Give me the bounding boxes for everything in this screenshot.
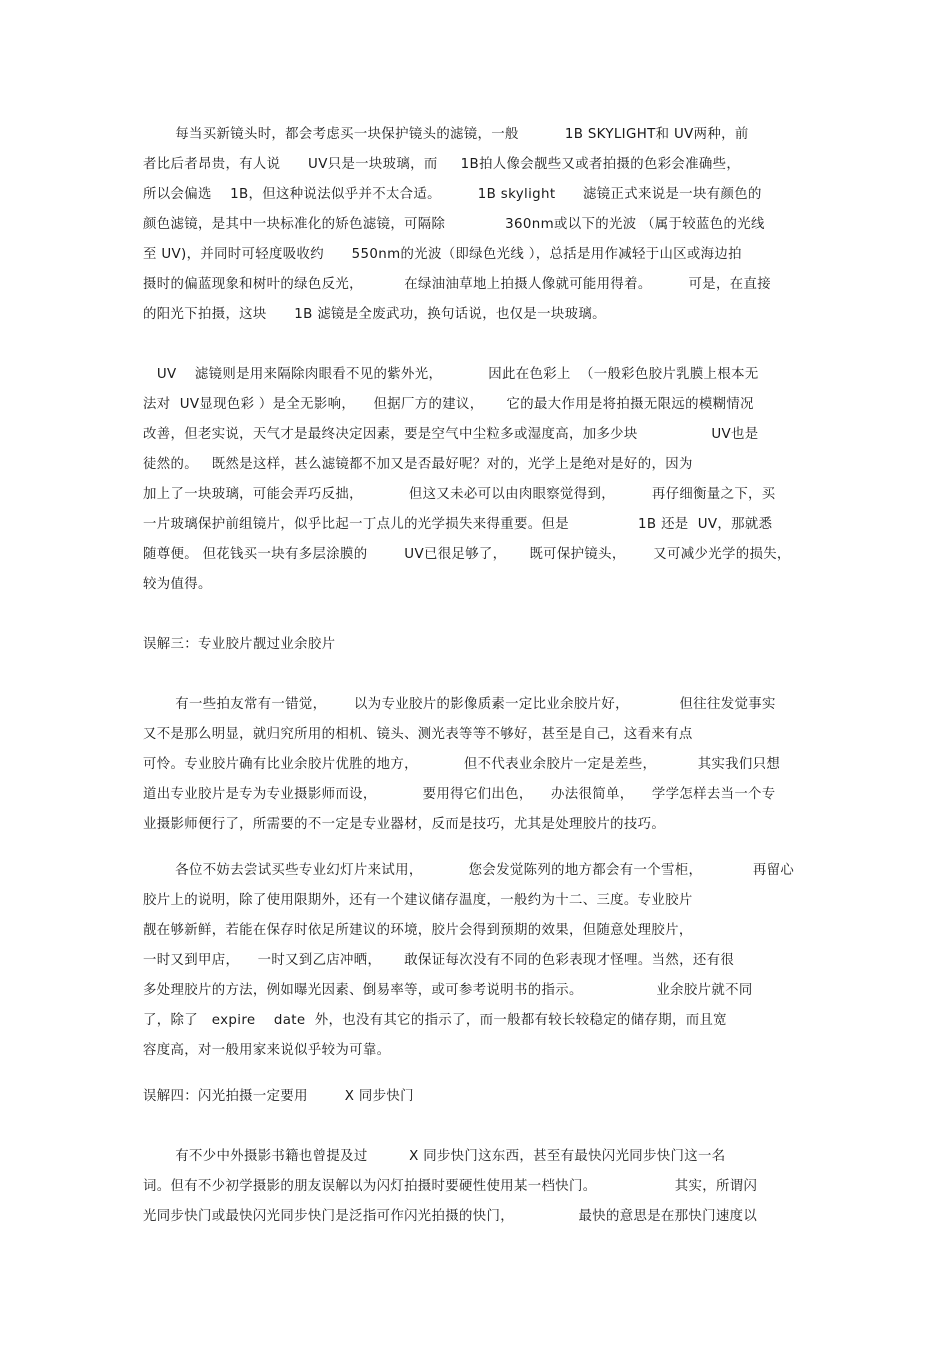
paragraph-line: 所以会偏选 1B，但这种说法似乎并不太合适。 1B skylight 滤镜正式来说是一块有颜色的	[143, 187, 762, 202]
paragraph-line: 改善，但老实说，天气才是最终决定因素，要是空气中尘粒多或湿度高，加多少块 UV也是	[143, 427, 759, 442]
section-heading: 误解三：专业胶片靓过业余胶片	[143, 637, 336, 652]
paragraph-line: 徒然的。 既然是这样，甚么滤镜都不加又是否最好呢？对的，光学上是绝对是好的，因为	[143, 457, 693, 472]
paragraph-line: 词。但有不少初学摄影的朋友误解以为闪灯拍摄时要硬性使用某一档快门。 其实，所谓闪	[143, 1179, 758, 1194]
paragraph-line: 加上了一块玻璃，可能会弄巧反拙， 但这又未必可以由肉眼察觉得到， 再仔细衡量之下，买	[143, 487, 776, 502]
paragraph-line: 较为值得。	[143, 577, 212, 592]
paragraph-line: 容度高，对一般用家来说似乎较为可靠。	[143, 1043, 391, 1058]
paragraph-line: 一片玻璃保护前组镜片，似乎比起一丁点儿的光学损失来得重要。但是 1B 还是 UV，那就悉	[143, 517, 773, 532]
paragraph-line: 又不是那么明显，就归究所用的相机、镜头、测光表等等不够好，甚至是自己，这看来有点	[143, 727, 693, 742]
paragraph-line: 随尊便。 但花钱买一块有多层涂膜的 UV已很足够了， 既可保护镜头， 又可减少光学的损失，	[143, 547, 791, 562]
paragraph-line: 光同步快门或最快闪光同步快门是泛指可作闪光拍摄的快门， 最快的意思是在那快门速度以	[143, 1209, 758, 1224]
paragraph-line: 了，除了 expire date 外，也没有其它的指示了，而一般都有较长较稳定的储存期，而且宽	[143, 1013, 727, 1028]
paragraph-line: 道出专业胶片是专为专业摄影师而设， 要用得它们出色， 办法很简单， 学学怎样去当一个专	[143, 787, 776, 802]
paragraph-line: UV 滤镜则是用来隔除肉眼看不见的紫外光， 因此在色彩上 （一般彩色胶片乳膜上根本无	[143, 367, 759, 382]
paragraph-line: 者比后者昂贵，有人说 UV只是一块玻璃，而 1B拍人像会靓些又或者拍摄的色彩会准确些，	[143, 157, 741, 172]
paragraph-line: 颜色滤镜，是其中一块标准化的矫色滤镜，可隔除 360nm或以下的光波 （属于较蓝色的光线	[143, 217, 765, 232]
paragraph-line: 多处理胶片的方法，例如曝光因素、倒易率等，或可参考说明书的指示。 业余胶片就不同	[143, 983, 753, 998]
paragraph-line: 有不少中外摄影书籍也曾提及过 X 同步快门这东西，甚至有最快闪光同步快门这一名	[143, 1149, 726, 1164]
paragraph-line: 靓在够新鲜，若能在保存时依足所建议的环境，胶片会得到预期的效果，但随意处理胶片，	[143, 923, 693, 938]
section-heading: 误解四：闪光拍摄一定要用 X 同步快门	[143, 1089, 414, 1104]
paragraph-line: 摄时的偏蓝现象和树叶的绿色反光， 在绿油油草地上拍摄人像就可能用得着。 可是，在直接	[143, 277, 771, 292]
paragraph-line: 的阳光下拍摄，这块 1B 滤镜是全废武功，换句话说，也仅是一块玻璃。	[143, 307, 606, 322]
paragraph-line: 法对 UV显现色彩 ）是全无影响， 但据厂方的建议， 它的最大作用是将拍摄无限远的模糊情况	[143, 397, 754, 412]
paragraph-line: 胶片上的说明，除了使用限期外，还有一个建议储存温度，一般约为十二、三度。专业胶片	[143, 893, 693, 908]
paragraph-line: 每当买新镜头时，都会考虑买一块保护镜头的滤镜，一般 1B SKYLIGHT和 UV两种，前	[143, 127, 749, 142]
paragraph-line: 一时又到甲店， 一时又到乙店冲晒， 敢保证每次没有不同的色彩表现才怪哩。当然，还有很	[143, 953, 735, 968]
paragraph-line: 至 UV)，并同时可轻度吸收约 550nm的光波（即绿色光线 ），总括是用作减轻于山区或海边拍	[143, 247, 742, 262]
paragraph-line: 可怜。专业胶片确有比业余胶片优胜的地方， 但不代表业余胶片一定是差些， 其实我们只想	[143, 757, 781, 772]
paragraph-line: 有一些拍友常有一错觉， 以为专业胶片的影像质素一定比业余胶片好， 但往往发觉事实	[143, 697, 776, 712]
paragraph-line: 业摄影师便行了，所需要的不一定是专业器材，反而是技巧，尤其是处理胶片的技巧。	[143, 817, 666, 832]
paragraph-line: 各位不妨去尝试买些专业幻灯片来试用， 您会发觉陈列的地方都会有一个雪柜， 再留心	[143, 863, 795, 878]
